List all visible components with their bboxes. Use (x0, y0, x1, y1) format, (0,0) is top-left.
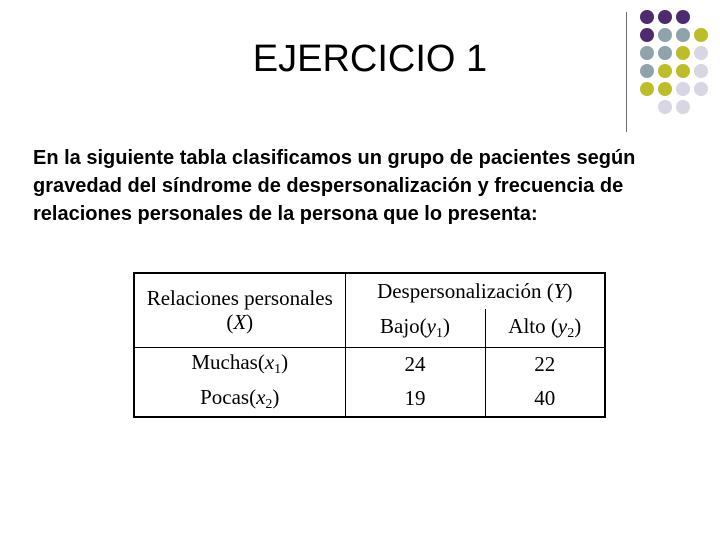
row1-sub: 1 (274, 362, 282, 378)
dot-light (676, 82, 690, 96)
decorative-dot-grid (636, 10, 720, 122)
col2-sub: 2 (567, 325, 575, 341)
contingency-table (133, 272, 606, 418)
dot-light (676, 100, 690, 114)
col2-base: Alto ( (508, 313, 558, 338)
row2-close: ) (272, 384, 280, 409)
dot-light (694, 82, 708, 96)
dot-gray (658, 46, 672, 60)
dot-olive (640, 82, 654, 96)
row2-var: x (256, 384, 266, 409)
column-group-header: Despersonalización (Y) (345, 273, 605, 309)
dot-gray (676, 28, 690, 42)
dot-olive (676, 46, 690, 60)
row1-var: x (264, 350, 275, 375)
dot-olive (658, 64, 672, 78)
column-header-y2 (485, 309, 605, 347)
dot-light (658, 100, 672, 114)
dot-light (694, 64, 708, 78)
dot-purple (658, 10, 672, 24)
exercise-description: En la siguiente tabla clasificamos un grupo de pacientes según gravedad del síndrome de despersonalización y frecuencia de relaciones personales de la persona que lo presenta: (33, 147, 636, 225)
column-group-var: Y (553, 279, 566, 303)
row1-base: Muchas( (191, 350, 265, 375)
dot-light (694, 46, 708, 60)
dot-purple (640, 28, 654, 42)
slide-title: EJERCICIO 1 (252, 38, 488, 80)
row2-base: Pocas( (200, 384, 257, 409)
row-header-label: Relaciones personales (146, 286, 333, 311)
dot-purple (676, 10, 690, 24)
dot-purple (640, 10, 654, 24)
column-group-label: Despersonalización (377, 279, 542, 303)
dot-gray (658, 28, 672, 42)
row2-sub: 2 (265, 396, 273, 412)
cell-x1-y1: 24 (345, 347, 485, 381)
dot-gray (640, 46, 654, 60)
row-header-cell: Relaciones personales (X) (134, 273, 345, 347)
col2-close: ) (574, 313, 582, 338)
row-header-x1 (134, 347, 345, 381)
cell-x2-y2: 40 (485, 381, 605, 417)
dot-olive (676, 64, 690, 78)
cell-x1-y2: 22 (485, 347, 605, 381)
dot-olive (694, 28, 708, 42)
column-header-y1 (345, 309, 485, 347)
row-header-var: X (233, 310, 247, 335)
col1-var: y (426, 313, 436, 338)
dot-olive (658, 82, 672, 96)
col1-sub: 1 (435, 325, 443, 341)
cell-x2-y1: 19 (345, 381, 485, 417)
dot-gray (640, 64, 654, 78)
decorative-vertical-line (626, 12, 627, 132)
col2-var: y (557, 313, 568, 338)
col1-close: ) (442, 313, 450, 338)
row1-close: ) (281, 350, 289, 375)
row-header-x2 (134, 381, 345, 417)
col1-base: Bajo( (380, 313, 427, 338)
